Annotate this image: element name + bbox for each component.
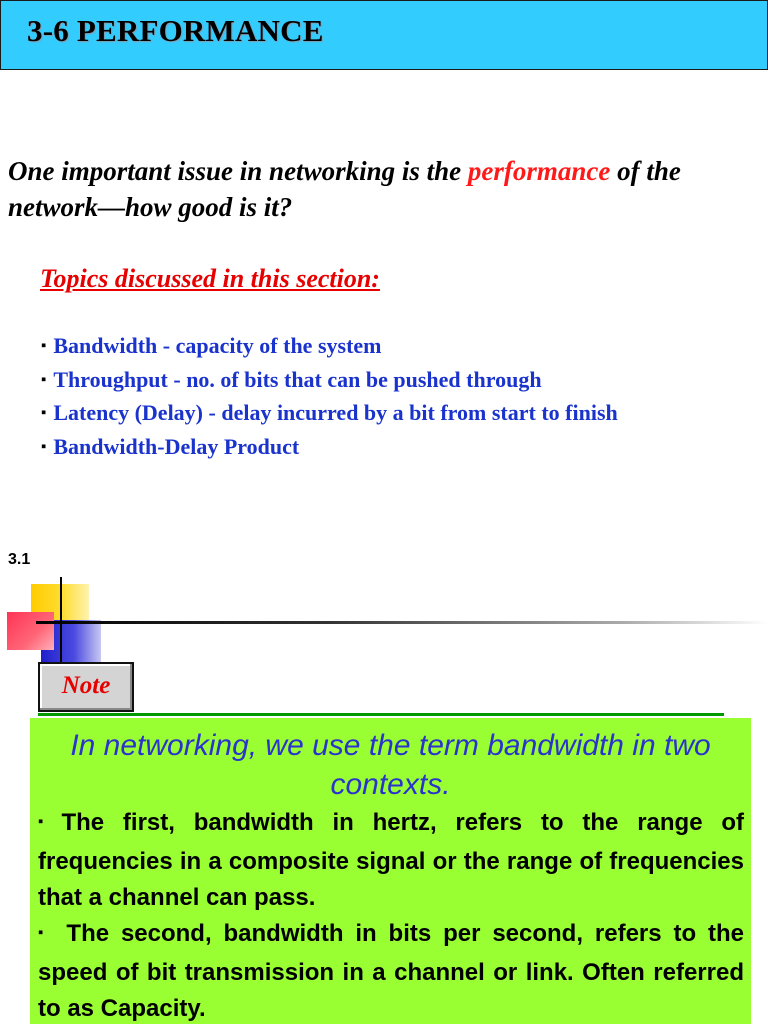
divider-vertical-line (60, 577, 62, 663)
note-point-text: The first, bandwidth in hertz, refers to the range of frequencies in a composite signal or the range of frequencies that a channel can pass. (38, 809, 744, 911)
intro-paragraph (8, 153, 748, 225)
intro-highlight: performance (467, 156, 611, 186)
note-point-text: The second, bandwidth in bits per second, refers to the speed of bit transmission in a channel or link. Often referred to as Capacity. (38, 920, 744, 1022)
note-panel (30, 718, 751, 1024)
note-body (38, 805, 744, 1027)
note-label: Note (61, 672, 111, 699)
slide-title: 3-6 PERFORMANCE (27, 13, 324, 48)
note-point (38, 916, 744, 1027)
topic-text: Bandwidth - capacity of the system (53, 333, 382, 358)
bullet-icon: ▪ (41, 371, 47, 388)
bullet-icon: ▪ (41, 438, 47, 455)
title-bar (0, 0, 768, 70)
topic-text: Bandwidth-Delay Product (53, 433, 300, 459)
note-divider (38, 713, 724, 716)
topic-item (41, 331, 701, 365)
topic-item (41, 365, 701, 399)
bullet-icon: ▪ (41, 405, 47, 421)
note-heading: In networking, we use the term bandwidth in two contexts. (70, 729, 711, 801)
decorative-red-square (7, 612, 54, 650)
bullet-icon: ▪ (41, 338, 47, 354)
topics-heading: Topics discussed in this section: (40, 264, 380, 293)
bullet-icon: ▪ (38, 924, 49, 941)
note-point (38, 805, 744, 916)
divider-line (36, 621, 768, 624)
intro-text-after: of the network—how good is it? (8, 156, 681, 222)
intro-text-before: One important issue in networking is the (8, 156, 468, 186)
topic-item (41, 398, 701, 432)
slide-number: 3.1 (8, 551, 31, 568)
note-label-box (38, 662, 134, 712)
topics-list (41, 331, 701, 465)
topic-text: Throughput - no. of bits that can be pushed through (53, 366, 542, 392)
bullet-icon: ▪ (38, 813, 56, 830)
topic-item (41, 432, 701, 466)
topic-text: Latency (Delay) - delay incurred by a bit from start to finish (53, 400, 618, 425)
